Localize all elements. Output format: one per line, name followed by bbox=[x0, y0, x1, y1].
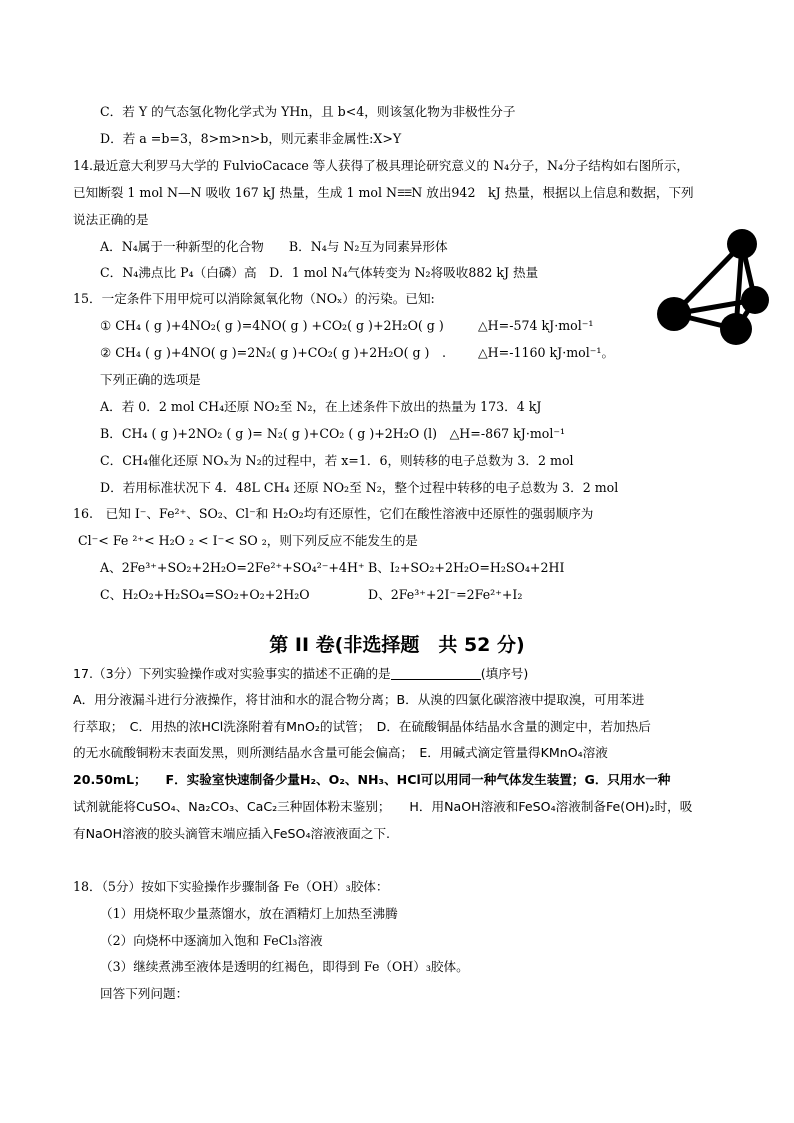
q16-option-d: D、2Fe³⁺+2I⁻=2Fe²⁺+I₂ bbox=[368, 587, 523, 602]
q15-option-a: A．若 0．2 mol CH₄还原 NO₂至 N₂，在上述条件下放出的热量为 173．4 kJ bbox=[100, 399, 542, 414]
q16-option-a: A、2Fe³⁺+SO₂+2H₂O=2Fe²⁺+SO₄²⁻+4H⁺ bbox=[100, 560, 365, 575]
q15-equation-1-dh: △H=-574 kJ·mol⁻¹ bbox=[478, 318, 594, 333]
q17-line3: 行萃取； C．用热的浓HCl洗涤附着有MnO₂的试管； D．在硫酸铜晶体结晶水含量的测定中，若加热后 bbox=[73, 719, 651, 734]
q17-line5: 20.50mL； F．实验室快速制备少量H₂、O₂、NH₃、HCl可以用同一种气体发生装置；G．只用水一种 bbox=[73, 772, 671, 787]
q17-line1 bbox=[73, 665, 528, 682]
q15-equation-2-dh: △H=-1160 kJ·mol⁻¹。 bbox=[478, 345, 615, 360]
q18-stem: 18．（5分）按如下实验操作步骤制备 Fe（OH）₃胶体： bbox=[73, 879, 389, 894]
q14-options-cd: C．N₄沸点比 P₄（白磷）高 D．1 mol N₄气体转变为 N₂将吸收882 kJ 热量 bbox=[100, 265, 539, 280]
q15-option-d: D．若用标准状况下 4．48L CH₄ 还原 NO₂至 N₂，整个过程中转移的电子总数为 3．2 mol bbox=[100, 480, 619, 495]
q14-options-ab: A．N₄属于一种新型的化合物 B．N₄与 N₂互为同素异形体 bbox=[100, 239, 448, 254]
q15-stem: 15．一定条件下用甲烷可以消除氮氧化物（NOₓ）的污染。已知: bbox=[73, 291, 435, 306]
q15-equation-1: ① CH₄ ( g )+4NO₂( g )=4NO( g ) +CO₂( g )+2H₂O( g ) bbox=[100, 318, 444, 333]
q14-stem-line2 bbox=[73, 185, 694, 202]
q17-line6: 试剂就能将CuSO₄、Na₂CO₃、CaC₂三种固体粉末鉴别； H．用NaOH溶液和FeSO₄溶液制备Fe(OH)₂时，吸 bbox=[73, 799, 693, 814]
q18-step-2: （2）向烧杯中逐滴加入饱和 FeCl₃溶液 bbox=[100, 933, 323, 948]
q14-stem-line2a: 已知断裂 1 mol N—N 吸收 167 kJ 热量，生成 1 mol N bbox=[73, 185, 398, 200]
q15-prompt: 下列正确的选项是 bbox=[100, 372, 201, 387]
q16-option-c: C、H₂O₂+H₂SO₄=SO₂+O₂+2H₂O bbox=[100, 587, 310, 602]
q17-line7: 有NaOH溶液的胶头滴管末端应插入FeSO₄溶液液面之下. bbox=[73, 826, 391, 841]
atom-circle bbox=[727, 229, 757, 259]
q15-equation-2: ② CH₄ ( g )+4NO( g )=2N₂( g )+CO₂( g )+2H₂O( g ) . bbox=[100, 345, 447, 360]
q17-fill-hint: (填序号) bbox=[480, 666, 529, 681]
q18-step-3: （3）继续煮沸至液体是透明的红褐色，即得到 Fe（OH）₃胶体。 bbox=[100, 959, 469, 974]
atom-circle bbox=[720, 313, 752, 345]
q18-step-1: （1）用烧杯取少量蒸馏水，放在酒精灯上加热至沸腾 bbox=[100, 906, 398, 921]
q15-option-b: B．CH₄ ( g )+2NO₂ ( g )= N₂( g )+CO₂ ( g )+2H₂O (l) △H=-867 kJ·mol⁻¹ bbox=[100, 426, 566, 441]
q17-line2: A．用分液漏斗进行分液操作，将甘油和水的混合物分离；B．从溴的四氯化碳溶液中提取溴，可用苯进 bbox=[73, 692, 645, 707]
q14-stem-line1: 14.最近意大利罗马大学的 FulvioCacace 等人获得了极具理论研究意义的 N₄分子，N₄分子结构如右图所示， bbox=[73, 158, 689, 173]
answer-blank[interactable] bbox=[391, 665, 481, 680]
q14-stem-line3: 说法正确的是 bbox=[73, 212, 149, 227]
q16-stem-line1: 16. 已知 I⁻、Fe²⁺、SO₂、Cl⁻和 H₂O₂均有还原性，它们在酸性溶液中还原性的强弱顺序为 bbox=[73, 506, 594, 521]
triple-bond-icon: ☰☰ bbox=[397, 189, 412, 199]
q16-option-b: B、I₂+SO₂+2H₂O=H₂SO₄+2HI bbox=[368, 560, 565, 575]
q14-stem-line2b: N 放出942 kJ 热量，根据以上信息和数据，下列 bbox=[411, 185, 694, 200]
q13-option-d: D．若 a =b=3，8>m>n>b，则元素非金属性:X>Y bbox=[100, 131, 402, 146]
q18-answer-prompt: 回答下列问题： bbox=[100, 986, 189, 1001]
atom-circle bbox=[741, 286, 769, 314]
q17-line4: 的无水硫酸铜粉末表面发黑，则所测结晶水含量可能会偏高； E．用碱式滴定管量得KMnO₄溶液 bbox=[73, 745, 608, 760]
q17-stem: 17.（3分）下列实验操作或对实验事实的描述不正确的是 bbox=[73, 666, 391, 681]
q16-stem-line2: Cl⁻< Fe ²⁺< H₂O ₂ < I⁻< SO ₂，则下列反应不能发生的是 bbox=[78, 533, 418, 548]
atom-circle bbox=[657, 297, 691, 331]
q13-option-c: C．若 Y 的气态氢化物化学式为 YHn，且 b<4，则该氢化物为非极性分子 bbox=[100, 104, 516, 119]
q15-option-c: C．CH₄催化还原 NOₓ为 N₂的过程中，若 x=1．6，则转移的电子总数为 3．2 mol bbox=[100, 453, 574, 468]
n4-molecule-figure bbox=[650, 222, 780, 357]
section-title: 第 II 卷(非选择题 共 52 分) bbox=[269, 634, 525, 656]
